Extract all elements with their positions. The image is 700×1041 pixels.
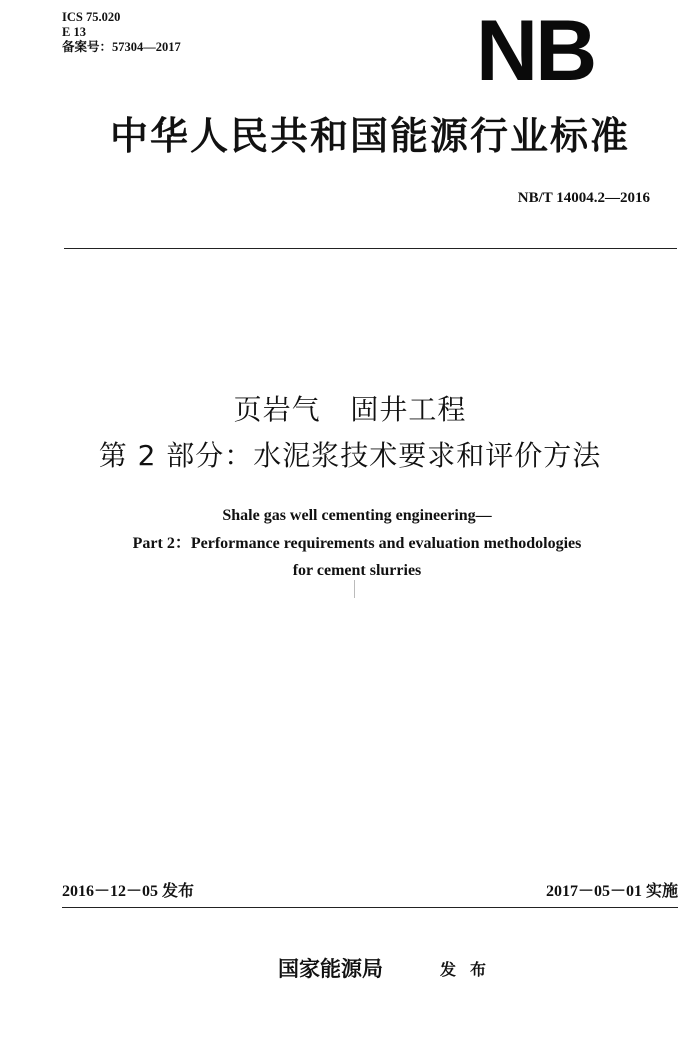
title-en-line1: Shale gas well cementing engineering— [222,507,492,524]
classification-code: E 13 [62,25,86,39]
publish-date: 2016－12－05 发布 [62,883,195,900]
publish-label: 发布 [440,960,501,979]
footer-divider [62,907,678,908]
ics-code: ICS 75.020 [62,10,121,24]
title-cn-line2: 第 2 部分：水泥浆技术要求和评价方法 [98,439,602,472]
nb-logo: NB [476,3,595,99]
title-cn-line1: 页岩气 固井工程 [233,393,467,426]
record-number: 备案号：57304—2017 [62,40,181,54]
header-divider [64,248,677,249]
publisher-name: 国家能源局 [278,956,383,981]
standard-organization-title: 中华人民共和国能源行业标准 [109,113,630,158]
title-en-line2: Part 2：Performance requirements and evaluation methodologies [132,535,582,552]
standard-number: NB/T 14004.2—2016 [517,190,650,206]
text-cursor-mark [354,580,355,598]
title-en-line3: for cement slurries [292,562,422,579]
implementation-date: 2017－05－01 实施 [545,883,678,900]
